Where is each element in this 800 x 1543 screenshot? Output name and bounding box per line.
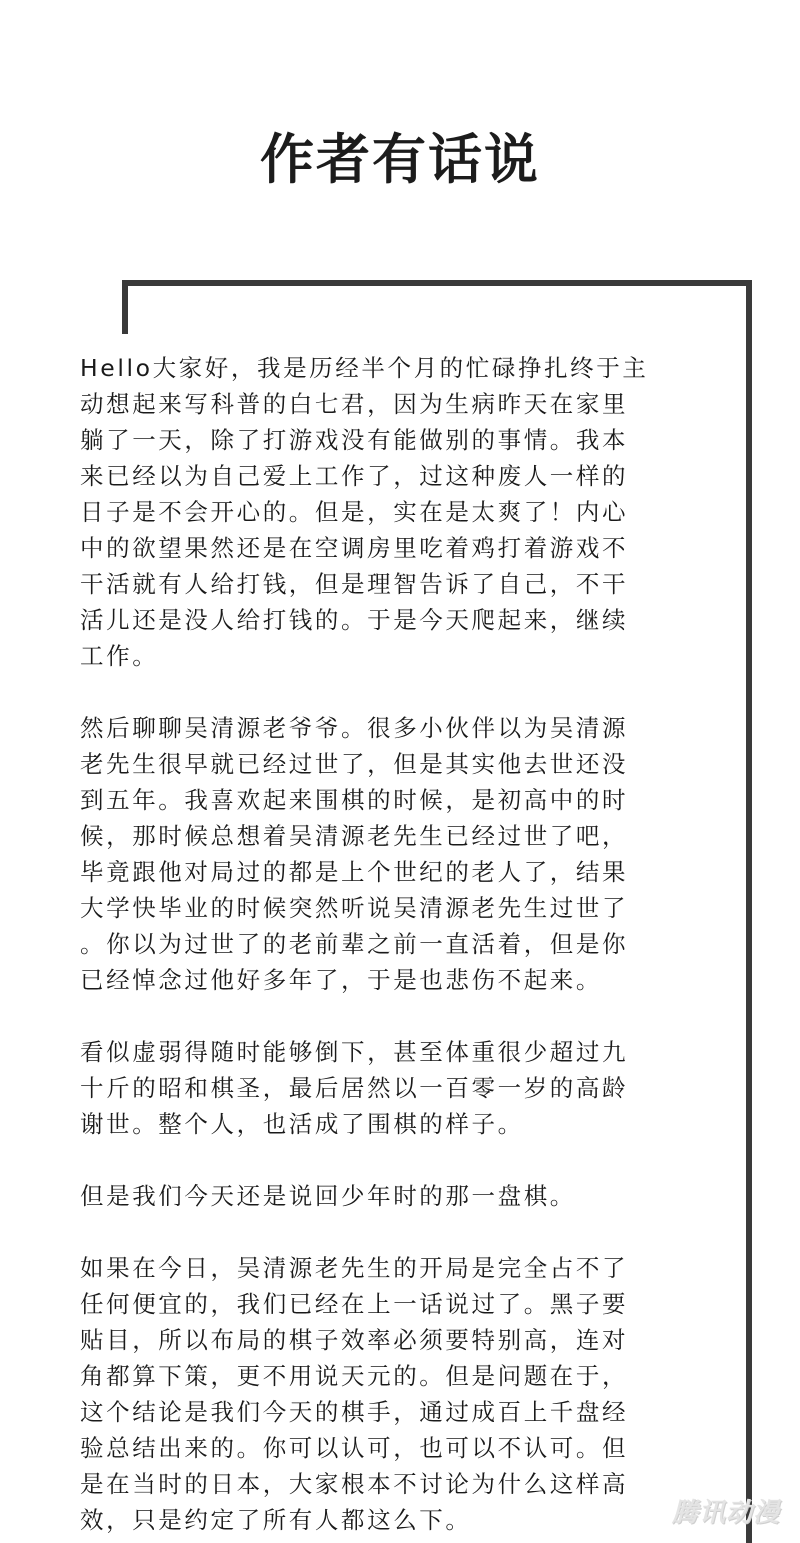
text-line: 然后聊聊吴清源老爷爷。很多小伙伴以为吴清源 [80, 714, 629, 742]
paragraph [80, 1034, 732, 1142]
paragraph [80, 1178, 732, 1214]
text-line: Hello大家好，我是历经半个月的忙碌挣扎终于主 [80, 354, 649, 382]
text-line: 效，只是约定了所有人都这么下。 [80, 1506, 472, 1534]
text-line: 工作。 [80, 642, 159, 670]
text-line: 是在当时的日本，大家根本不讨论为什么这样高 [80, 1470, 629, 1498]
text-line: 但是我们今天还是说回少年时的那一盘棋。 [80, 1182, 576, 1210]
paragraph [80, 350, 732, 674]
text-line: 这个结论是我们今天的棋手，通过成百上千盘经 [80, 1398, 629, 1426]
text-line: 验总结出来的。你可以认可，也可以不认可。但 [80, 1434, 629, 1462]
page-title: 作者有话说 [260, 127, 540, 191]
text-line: 角都算下策，更不用说天元的。但是问题在于， [80, 1362, 629, 1390]
text-line: 中的欲望果然还是在空调房里吃着鸡打着游戏不 [80, 534, 629, 562]
text-line: 老先生很早就已经过世了，但是其实他去世还没 [80, 750, 629, 778]
text-line: 已经悼念过他好多年了，于是也悲伤不起来。 [80, 966, 602, 994]
text-line: 日子是不会开心的。但是，实在是太爽了！内心 [80, 498, 629, 526]
text-line: 看似虚弱得随时能够倒下，甚至体重很少超过九 [80, 1038, 629, 1066]
paragraph [80, 1250, 732, 1538]
text-line: 动想起来写科普的白七君，因为生病昨天在家里 [80, 390, 629, 418]
text-line: 毕竟跟他对局过的都是上个世纪的老人了，结果 [80, 858, 629, 886]
frame-corner-tick [122, 280, 128, 334]
text-line: 如果在今日，吴清源老先生的开局是完全占不了 [80, 1254, 629, 1282]
article-body [80, 350, 732, 1543]
watermark-logo: 腾讯动漫 [671, 1498, 780, 1528]
text-line: 候，那时候总想着吴清源老先生已经过世了吧， [80, 822, 629, 850]
paragraph [80, 710, 732, 998]
text-line: 到五年。我喜欢起来围棋的时候，是初高中的时 [80, 786, 629, 814]
text-line: 活儿还是没人给打钱的。于是今天爬起来，继续 [80, 606, 629, 634]
text-line: 。你以为过世了的老前辈之前一直活着，但是你 [80, 930, 629, 958]
text-line: 任何便宜的，我们已经在上一话说过了。黑子要 [80, 1290, 629, 1318]
text-line: 干活就有人给打钱，但是理智告诉了自己，不干 [80, 570, 629, 598]
text-line: 躺了一天，除了打游戏没有能做别的事情。我本 [80, 426, 629, 454]
text-line: 谢世。整个人，也活成了围棋的样子。 [80, 1110, 524, 1138]
text-line: 十斤的昭和棋圣，最后居然以一百零一岁的高龄 [80, 1074, 629, 1102]
text-line: 大学快毕业的时候突然听说吴清源老先生过世了 [80, 894, 629, 922]
text-line: 来已经以为自己爱上工作了，过这种废人一样的 [80, 462, 629, 490]
text-line: 贴目，所以布局的棋子效率必须要特别高，连对 [80, 1326, 629, 1354]
